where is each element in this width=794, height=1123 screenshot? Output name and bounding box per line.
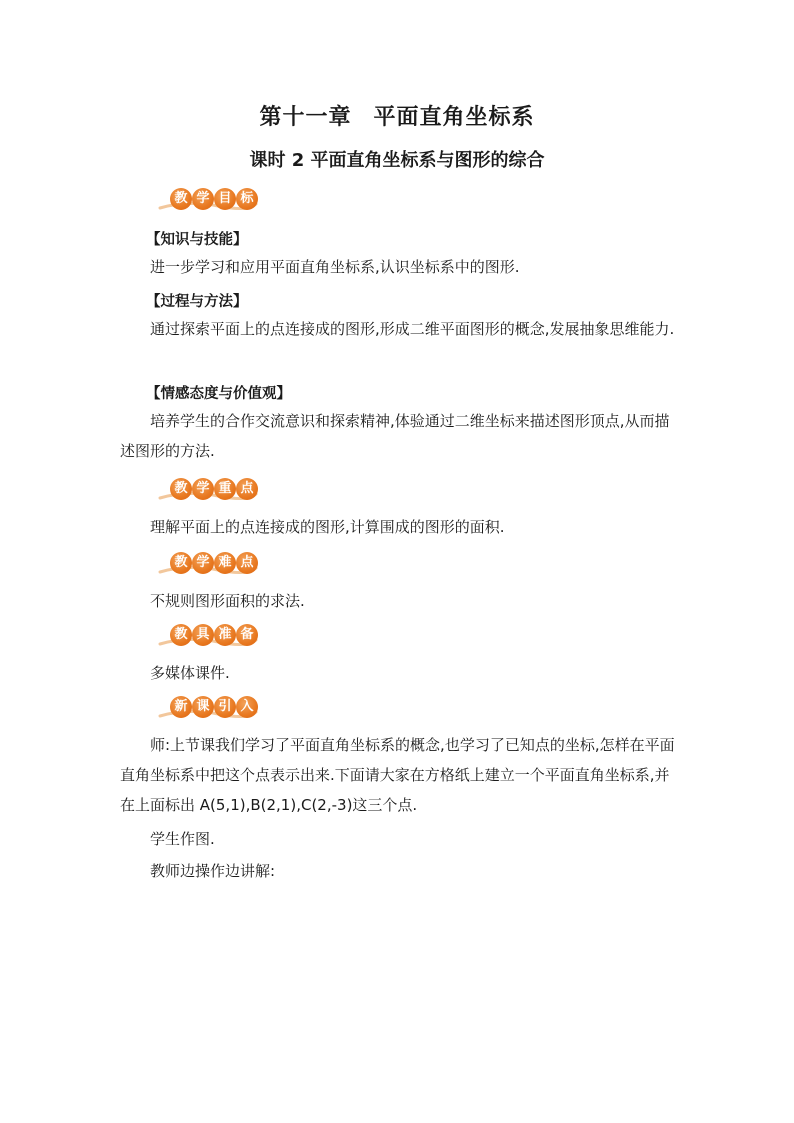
badge-char: 教	[170, 478, 192, 500]
badge-char: 学	[192, 188, 214, 210]
badge-char: 点	[236, 552, 258, 574]
badge-char: 学	[192, 552, 214, 574]
introduction-paragraph-2: 学生作图.	[150, 830, 215, 848]
badge-char: 重	[214, 478, 236, 500]
badge-char: 引	[214, 696, 236, 718]
materials-text: 多媒体课件.	[150, 664, 230, 682]
badge-char: 备	[236, 624, 258, 646]
badge-char: 准	[214, 624, 236, 646]
badge-char: 教	[170, 188, 192, 210]
badge-materials	[158, 622, 258, 650]
badge-char: 教	[170, 552, 192, 574]
introduction-paragraph-3: 教师边操作边讲解:	[150, 862, 276, 880]
badge-char: 课	[192, 696, 214, 718]
chapter-name: 平面直角坐标系	[373, 105, 535, 130]
process-label: 【过程与方法】	[146, 294, 248, 310]
introduction-paragraph-1: 师:上节课我们学习了平面直角坐标系的概念,也学习了已知点的坐标,怎样在平面直角坐标系中把这个点表示出来.下面请大家在方格纸上建立一个平面直角坐标系,并在上面标出 A(5,1),B(2,1),C(2,-3)这三个点.	[120, 736, 675, 814]
knowledge-label: 【知识与技能】	[146, 232, 248, 248]
badge-char: 具	[192, 624, 214, 646]
key-points-text: 理解平面上的点连接成的图形,计算围成的图形的面积.	[150, 518, 505, 536]
badge-introduction	[158, 694, 258, 722]
badge-char: 教	[170, 624, 192, 646]
chapter-title	[0, 100, 794, 131]
emotion-label: 【情感态度与价值观】	[146, 386, 291, 402]
lesson-title: 课时 2 平面直角坐标系与图形的综合	[249, 150, 545, 171]
chapter-number: 第十一章	[259, 105, 352, 130]
badge-char: 目	[214, 188, 236, 210]
badge-char: 入	[236, 696, 258, 718]
badge-char: 学	[192, 478, 214, 500]
process-text: 通过探索平面上的点连接成的图形,形成二维平面图形的概念,发展抽象思维能力.	[150, 320, 675, 338]
emotion-text: 培养学生的合作交流意识和探索精神,体验通过二维坐标来描述图形顶点,从而描述图形的方法.	[120, 412, 670, 460]
badge-char: 难	[214, 552, 236, 574]
badge-difficulties	[158, 550, 258, 578]
difficulties-text: 不规则图形面积的求法.	[150, 592, 305, 610]
badge-teaching-objectives	[158, 186, 258, 214]
badge-char: 标	[236, 188, 258, 210]
badge-char: 点	[236, 478, 258, 500]
badge-char: 新	[170, 696, 192, 718]
badge-key-points	[158, 476, 258, 504]
knowledge-text: 进一步学习和应用平面直角坐标系,认识坐标系中的图形.	[150, 258, 520, 276]
